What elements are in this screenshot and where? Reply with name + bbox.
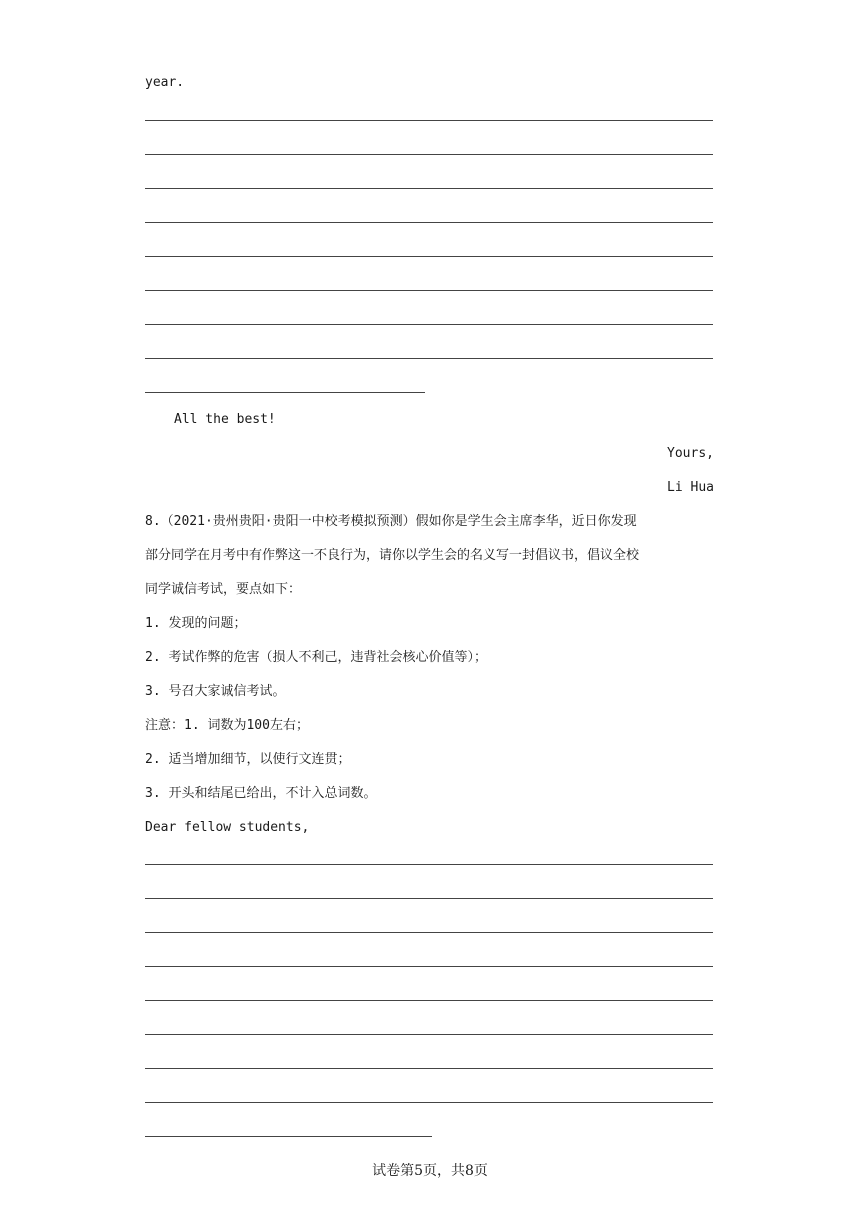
answer-line (145, 1102, 713, 1103)
question-note: 注意：1. 词数为100左右； (145, 718, 309, 733)
answer-line (145, 188, 713, 189)
answer-line (145, 256, 713, 257)
question-note: 3. 开头和结尾已给出，不计入总词数。 (145, 786, 377, 801)
letter-signature: Li Hua (667, 480, 714, 495)
answer-line (145, 222, 713, 223)
answer-line (145, 358, 713, 359)
answer-line-short (145, 392, 425, 393)
answer-line (145, 932, 713, 933)
question-point: 2. 考试作弊的危害（损人不利己，违背社会核心价值等）； (145, 650, 487, 665)
answer-line (145, 864, 713, 865)
answer-line (145, 154, 713, 155)
question-point: 1. 发现的问题； (145, 616, 247, 631)
letter-closing: All the best! (174, 412, 276, 427)
answer-line-short (145, 1136, 432, 1137)
letter-salutation: Dear fellow students, (145, 820, 310, 835)
answer-line (145, 966, 713, 967)
letter-continuation-text: year. (145, 75, 185, 90)
answer-line (145, 1034, 713, 1035)
answer-line (145, 324, 713, 325)
answer-line (145, 290, 713, 291)
answer-line (145, 120, 713, 121)
answer-line (145, 1000, 713, 1001)
question-prompt-line: 8.（2021·贵州贵阳·贵阳一中校考模拟预测）假如你是学生会主席李华，近日你发现 (145, 514, 637, 529)
question-prompt-line: 同学诚信考试，要点如下： (145, 582, 302, 597)
question-note: 2. 适当增加细节，以使行文连贯； (145, 752, 351, 767)
answer-line (145, 1068, 713, 1069)
answer-line (145, 898, 713, 899)
letter-sign-off: Yours, (667, 446, 714, 461)
question-point: 3. 号召大家诚信考试。 (145, 684, 286, 699)
question-prompt-line: 部分同学在月考中有作弊这一不良行为，请你以学生会的名义写一封倡议书，倡议全校 (145, 548, 640, 563)
page-footer: 试卷第5页，共8页 (372, 1163, 488, 1179)
